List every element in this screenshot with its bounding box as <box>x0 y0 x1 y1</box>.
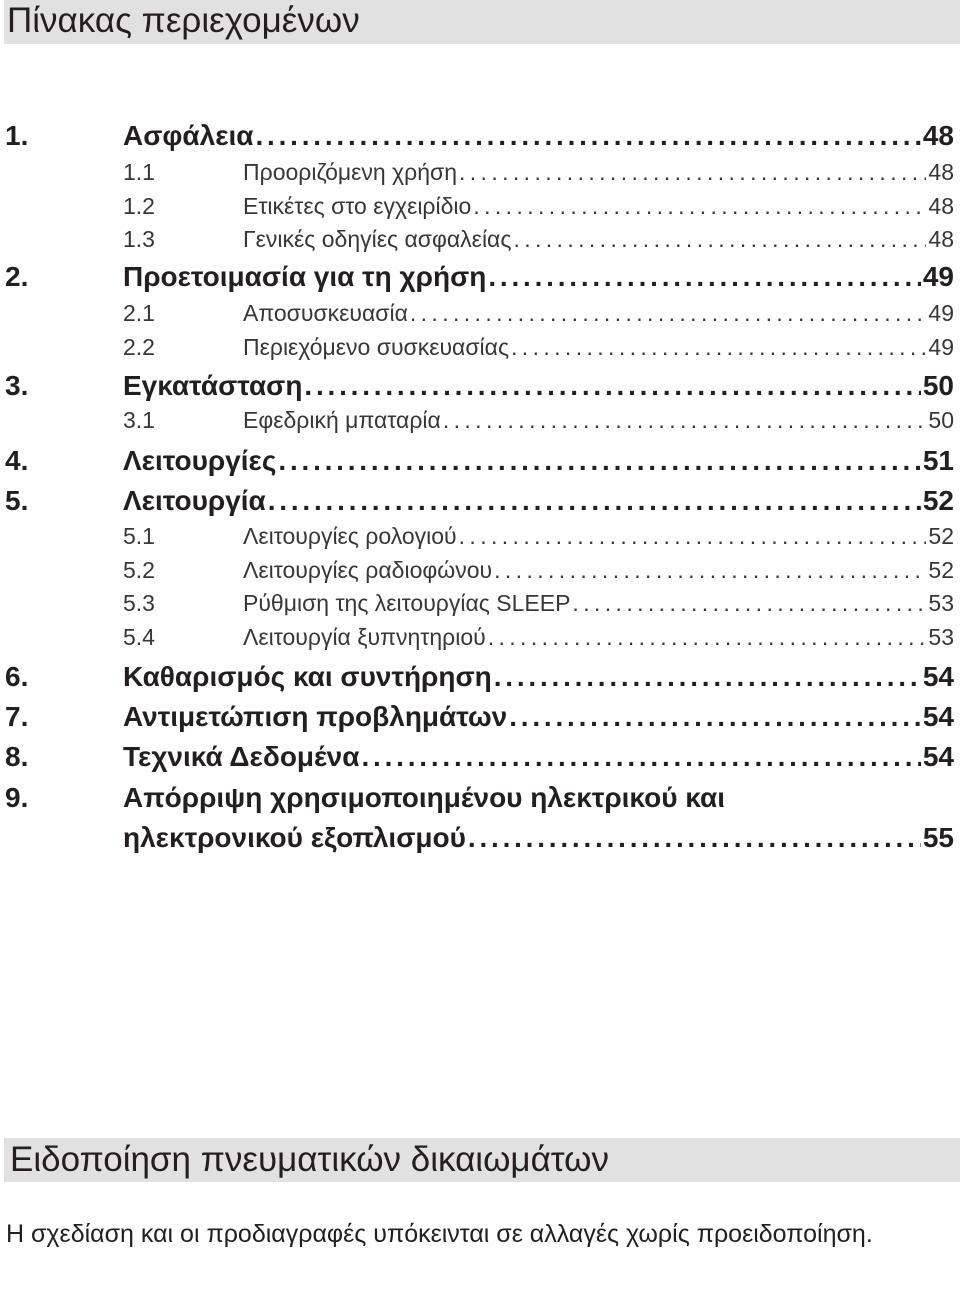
toc-entry-page: 49 <box>928 300 954 326</box>
toc-entry-number: 4. <box>5 445 29 476</box>
toc-entry-title: Ρύθμιση της λειτουργίας SLEEP <box>243 590 571 616</box>
toc-entry[interactable] <box>0 778 960 858</box>
toc-entry-number: 1.3 <box>123 226 155 252</box>
toc-entry-page: 54 <box>922 741 954 772</box>
toc-entry-page: 52 <box>928 557 954 583</box>
toc-leader-dots <box>410 297 927 330</box>
toc-entry-title: Λειτουργία ξυπνητηριού <box>243 624 486 650</box>
toc-entry-title: Εφεδρική μπαταρία <box>243 407 441 433</box>
toc-entry-title: Αποσυσκευασία <box>243 300 408 326</box>
toc-entry[interactable] <box>0 441 960 481</box>
toc-entry-number: 8. <box>5 741 29 772</box>
toc-entry-number: 1.2 <box>123 193 155 219</box>
toc-leader-dots <box>488 257 921 297</box>
toc-entry-title: Λειτουργίες ραδιοφώνου <box>243 557 493 583</box>
toc-entry-page: 50 <box>922 370 954 401</box>
toc-subentry[interactable] <box>0 223 960 256</box>
toc-subentry[interactable] <box>0 190 960 223</box>
toc-subentry[interactable] <box>0 156 960 189</box>
toc-leader-dots <box>443 404 927 437</box>
toc-leader-dots <box>361 737 920 777</box>
toc-entry-number: 9. <box>5 782 29 813</box>
toc-subentry[interactable] <box>0 404 960 437</box>
toc-entry-number: 5.2 <box>123 557 155 583</box>
toc-entry[interactable] <box>0 481 960 521</box>
toc-entry-number: 6. <box>5 661 29 692</box>
toc-leader-dots <box>459 156 926 189</box>
toc-entry-title: Ασφάλεια <box>123 120 254 151</box>
toc-entry-number: 5. <box>5 485 29 516</box>
toc-subentry[interactable] <box>0 554 960 587</box>
toc-subentry[interactable] <box>0 587 960 620</box>
copyright-header-bar <box>4 1138 960 1182</box>
toc-leader-dots <box>494 554 926 587</box>
toc-subentry[interactable] <box>0 331 960 364</box>
toc-entry-number: 3. <box>5 370 29 401</box>
toc-entry-number: 2.2 <box>123 334 155 360</box>
toc-entry-number: 1.1 <box>123 159 155 185</box>
toc-entry-page: 52 <box>928 523 954 549</box>
toc-leader-dots <box>509 697 921 737</box>
toc-entry-title: Εγκατάσταση <box>123 370 303 401</box>
copyright-title: Ειδοποίηση πνευματικών δικαιωμάτων <box>10 1140 609 1179</box>
toc-leader-dots <box>513 223 926 256</box>
toc-entry[interactable] <box>0 257 960 297</box>
toc-leader-dots <box>488 621 927 654</box>
toc-entry-title: Περιεχόμενο συσκευασίας <box>243 334 510 360</box>
toc-leader-dots <box>278 441 920 481</box>
toc-entry-title: Αντιμετώπιση προβλημάτων <box>123 701 508 732</box>
toc-entry-title-line1: Απόρριψη χρησιμοποιημένου ηλεκτρικού και <box>123 782 725 813</box>
toc-entry-page: 53 <box>928 624 954 650</box>
toc-entry-number: 5.1 <box>123 523 155 549</box>
toc-entry[interactable] <box>0 737 960 777</box>
toc-entry-page: 48 <box>928 193 954 219</box>
toc-entry-page: 53 <box>928 590 954 616</box>
toc-leader-dots <box>468 818 921 858</box>
toc-leader-dots <box>255 116 920 156</box>
toc-entry-title: Προετοιμασία για τη χρήση <box>123 261 487 292</box>
toc-leader-dots <box>572 587 926 620</box>
toc-leader-dots <box>459 520 927 553</box>
toc-entry-number: 1. <box>5 120 29 151</box>
toc-entry-page: 52 <box>922 485 954 516</box>
toc-entry-title: Λειτουργία <box>123 485 266 516</box>
toc-entry-page: 51 <box>922 445 954 476</box>
toc-subentry[interactable] <box>0 621 960 654</box>
toc-entry-title: Γενικές οδηγίες ασφαλείας <box>243 226 512 252</box>
toc-entry-number: 3.1 <box>123 407 155 433</box>
toc-leader-dots <box>494 657 921 697</box>
toc-leader-dots <box>268 481 921 521</box>
toc-entry-title: Ετικέτες στο εγχειρίδιο <box>243 193 472 219</box>
toc-entry[interactable] <box>0 366 960 406</box>
toc-entry-title: ηλεκτρονικού εξοπλισμού <box>123 822 466 853</box>
toc-entry-page: 49 <box>928 334 954 360</box>
toc-subentry[interactable] <box>0 297 960 330</box>
toc-entry-number: 5.4 <box>123 624 155 650</box>
toc-entry[interactable] <box>0 116 960 156</box>
toc-leader-dots <box>511 331 926 364</box>
toc-entry[interactable] <box>0 697 960 737</box>
toc-entry-page: 49 <box>922 261 954 292</box>
toc-entry-title: Προοριζόμενη χρήση <box>243 159 457 185</box>
toc-header-bar <box>4 0 960 44</box>
toc-entry[interactable] <box>0 657 960 697</box>
toc-entry-page: 48 <box>928 159 954 185</box>
toc-entry-page: 48 <box>922 120 954 151</box>
toc-entry-number: 5.3 <box>123 590 155 616</box>
toc-entry-page: 55 <box>922 822 954 853</box>
toc-title: Πίνακας περιεχομένων <box>7 1 360 40</box>
toc-entry-number: 2. <box>5 261 29 292</box>
toc-entry-page: 50 <box>928 407 954 433</box>
toc-entry-number: 7. <box>5 701 29 732</box>
toc-entry-page: 48 <box>928 226 954 252</box>
toc-entry-title: Λειτουργίες <box>123 445 277 476</box>
toc-leader-dots <box>473 190 926 223</box>
toc-entry-page: 54 <box>922 701 954 732</box>
toc-leader-dots <box>304 366 920 406</box>
toc-subentry[interactable] <box>0 520 960 553</box>
toc-entry-page: 54 <box>922 661 954 692</box>
notice-text: Η σχεδίαση και οι προδιαγραφές υπόκεινται σε αλλαγές χωρίς προειδοποίηση. <box>6 1220 873 1248</box>
toc-entry-title: Λειτουργίες ρολογιού <box>243 523 457 549</box>
toc-entry-title: Τεχνικά Δεδομένα <box>123 741 360 772</box>
toc-entry-title: Καθαρισμός και συντήρηση <box>123 661 492 692</box>
toc-entry-number: 2.1 <box>123 300 155 326</box>
